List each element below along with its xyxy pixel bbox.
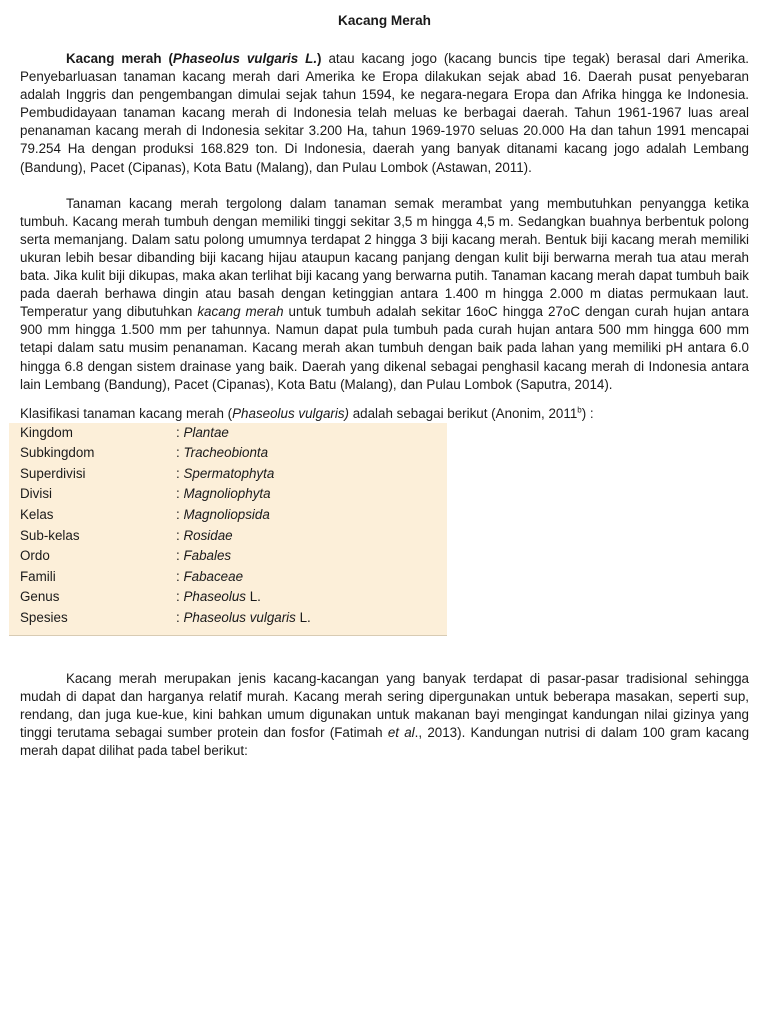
taxonomy-value	[165, 608, 447, 629]
taxonomy-rank: Kelas	[20, 507, 54, 523]
taxonomy-row	[9, 423, 447, 444]
scientific-name: Phaseolus vulgaris L.	[172, 51, 318, 66]
taxon-name: Tracheobionta	[183, 445, 269, 461]
separator: :	[176, 568, 184, 584]
taxonomy-rank: Spesies	[20, 610, 68, 626]
paragraph-plant-description	[20, 195, 749, 394]
separator: :	[176, 445, 184, 461]
taxonomy-table-body	[9, 423, 447, 635]
taxonomy-value	[165, 423, 447, 444]
separator: :	[176, 424, 184, 440]
taxonomy-rank: Kingdom	[20, 424, 73, 440]
separator: :	[176, 610, 184, 626]
taxonomy-row	[9, 505, 447, 526]
taxonomy-row	[9, 464, 447, 485]
italic-term: kacang merah	[197, 304, 284, 320]
taxon-name: Phaseolus vulgaris	[183, 610, 296, 626]
separator: :	[176, 507, 184, 523]
taxon-name: Phaseolus	[183, 589, 246, 605]
taxonomy-value	[165, 443, 447, 464]
separator: :	[176, 589, 184, 605]
taxonomy-value	[165, 546, 447, 567]
taxonomy-value	[165, 526, 447, 547]
taxonomy-rank: Famili	[20, 568, 56, 584]
taxonomy-row	[9, 526, 447, 547]
taxonomy-row	[9, 484, 447, 505]
superscript: b	[577, 405, 582, 415]
taxonomy-row	[9, 567, 447, 588]
taxonomy-value	[165, 587, 447, 608]
scientific-name: Phaseolus vulgaris)	[232, 405, 349, 421]
author-suffix: L.	[246, 589, 261, 605]
spacer	[20, 636, 749, 670]
paragraph-text: untuk tumbuh adalah sekitar 16oC hingga 27oC dengan curah hujan antara 900 mm hingga 1.500 mm per tahunnya. Namun dapat pula tumbuh pada curah hujan antara 500 mm hingga 600 mm tetapi dalam satu musim penanaman. Kacang merah akan tumbuh dengan baik pada lahan yang memiliki pH antara 6.0 hingga 6.8 dengan sistem drainase yang baik. Daerah yang dikenal sebagai penghasil kacang merah di Indonesia antara lain Lembang (Bandung), Pacet (Cipanas), Kota Batu (Malang), dan Pulau Lombok (Saputra, 2014).	[20, 304, 749, 392]
separator: :	[176, 486, 184, 502]
taxon-name: Fabales	[183, 548, 232, 564]
taxonomy-rank: Genus	[20, 589, 60, 605]
taxonomy-value	[165, 464, 447, 485]
table-bottom-padding	[9, 629, 447, 636]
taxonomy-row	[9, 546, 447, 567]
paragraph-text: ., 2013). Kandungan nutrisi di dalam 100 gram kacang merah dapat dilihat pada tabel berikut:	[20, 724, 750, 758]
paragraph-text: atau kacang jogo (kacang buncis tipe tegak) berasal dari Amerika. Penyebarluasan tanaman kacang merah dari Amerika ke Eropa dilakukan sejak abad 16. Daerah pusat penyebaran adalah Inggris dan pengembangan dimulai sejak tahun 1594, ke negara-negara Eropa dan Afrika hingga ke Indonesia. Pembudidayaan tanaman kacang merah di Indonesia telah meluas ke berbagai daerah. Tahun 1961-1967 luas areal penanaman kacang merah di Indonesia sekitar 3.200 Ha, tahun 1969-1970 seluas 20.000 Ha dan tahun 1991 mencapai 79.254 Ha dengan produksi 168.829 ton. Di Indonesia, daerah yang banyak ditanami kacang jogo adalah Lembang (Bandung), Pacet (Cipanas), Kota Batu (Malang), dan Pulau Lombok (Astawan, 2011).	[20, 51, 749, 175]
separator: :	[176, 465, 184, 481]
taxonomy-rank: Superdivisi	[20, 465, 86, 481]
document-title: Kacang Merah	[338, 13, 431, 28]
separator: :	[176, 527, 184, 543]
lead-bold-text: Kacang merah (Phaseolus vulgaris L.)	[66, 51, 322, 66]
taxonomy-value	[165, 505, 447, 526]
taxonomy-row	[9, 587, 447, 608]
paragraph-uses	[20, 670, 749, 760]
taxon-name: Rosidae	[183, 527, 233, 543]
taxonomy-value	[165, 567, 447, 588]
taxonomy-rank: Sub-kelas	[20, 527, 80, 543]
italic-term: et al	[387, 724, 415, 740]
taxon-name: Magnoliopsida	[183, 507, 270, 523]
taxon-name: Plantae	[183, 424, 229, 440]
taxonomy-table	[9, 423, 447, 636]
taxonomy-rank: Ordo	[20, 548, 50, 564]
document-page	[20, 12, 749, 760]
classification-intro: Klasifikasi tanaman kacang merah (Phaseolus vulgaris) adalah sebagai berikut (Anonim, 2011$^b$) :	[20, 405, 594, 421]
taxon-name: Fabaceae	[183, 568, 244, 584]
separator: :	[176, 548, 184, 564]
taxonomy-rank: Divisi	[20, 486, 52, 502]
paragraph-text: Tanaman kacang merah tergolong dalam tanaman semak merambat yang membutuhkan penyangga ketika tumbuh. Kacang merah tumbuh dengan memiliki tinggi sekitar 3,5 m hingga 4,5 m. Sedangkan buahnya berbentuk polong serta memanjang. Dalam satu polong umumnya terdapat 2 hingga 3 biji kacang merah. Bentuk biji kacang merah memiliki ukuran lebih besar dibanding biji kacang hijau ataupun kacang panjang dengan kulit biji berwarna merah tua atau merah bata. Jika kulit biji dikupas, maka akan terlihat biji kacang yang berwarna putih. Tanaman kacang merah dapat tumbuh baik pada daerah berhawa dingin atau basah dengan ketinggian antara 1.400 m hingga 2.000 m diatas permukaan laut. Temperatur yang dibutuhkan	[20, 195, 749, 320]
taxon-name: Magnoliophyta	[183, 486, 271, 502]
paragraph-text: Kacang merah merupakan jenis kacang-kacangan yang banyak terdapat di pasar-pasar tradisional sehingga mudah di dapat dan harganya relatif murah. Kacang merah sering dipergunakan untuk beberapa masakan, seperti sup, rendang, dan juga kue-kue, kini bahkan umum digunakan untuk makanan bayi mengingat kandungan nilai gizinya yang tinggi terutama sebagai sumber protein dan fosfor (Fatimah	[20, 670, 749, 740]
taxon-name: Spermatophyta	[183, 465, 275, 481]
taxonomy-row	[9, 443, 447, 464]
taxonomy-value	[165, 484, 447, 505]
taxonomy-rank: Subkingdom	[20, 445, 95, 461]
author-suffix: L.	[295, 610, 311, 626]
paragraph-origin	[20, 50, 749, 177]
taxonomy-row	[9, 608, 447, 629]
